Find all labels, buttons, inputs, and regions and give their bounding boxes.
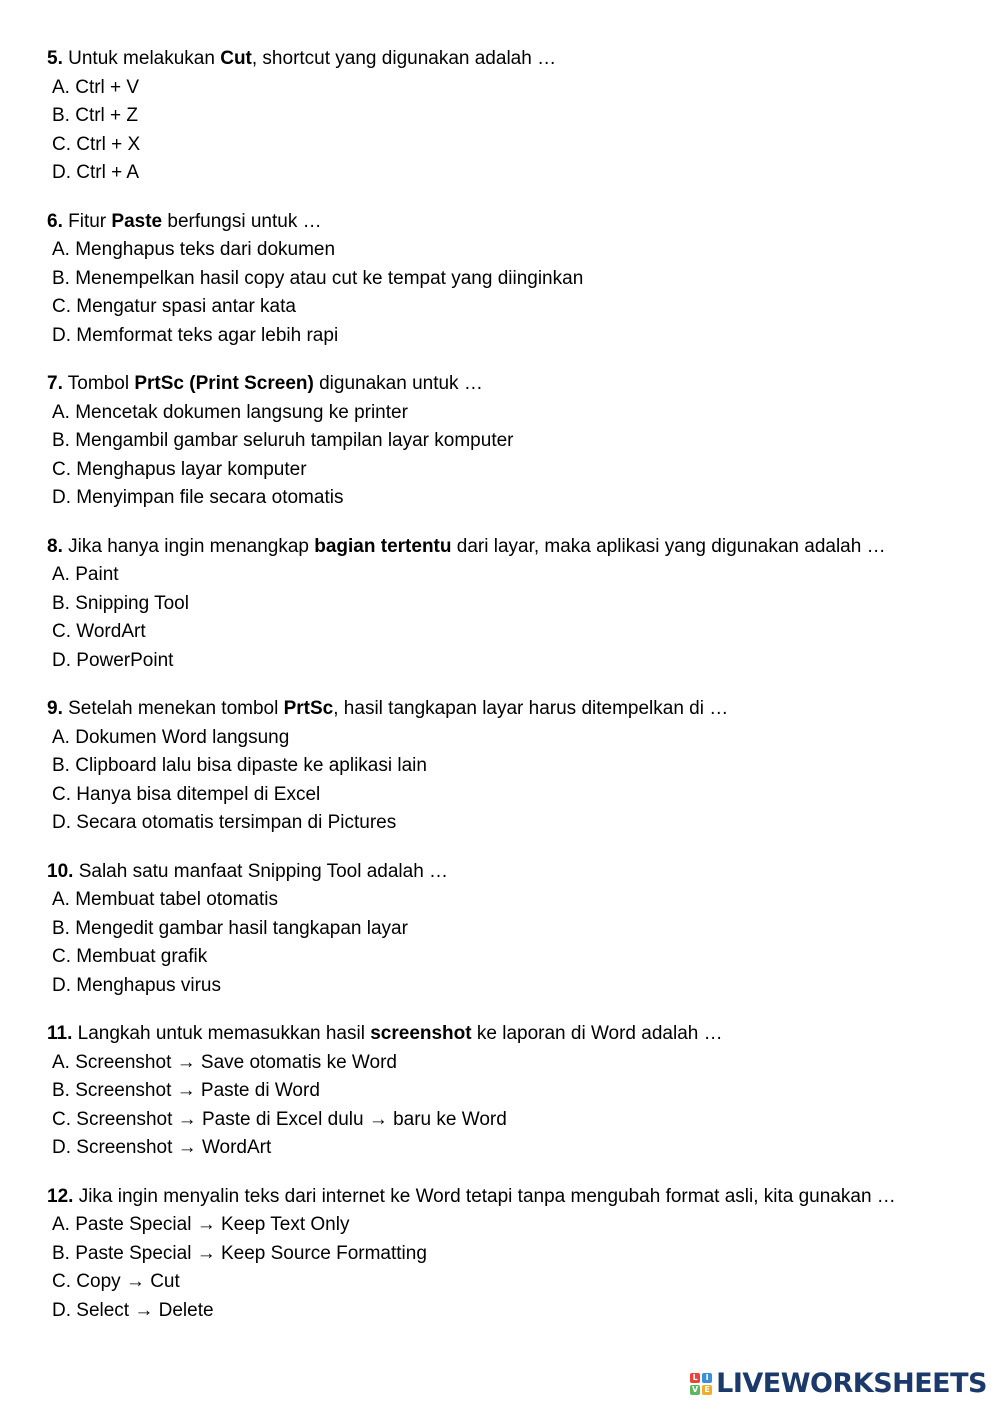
- answer-option-c[interactable]: C. Menghapus layar komputer: [52, 458, 307, 480]
- liveworksheets-logo: [690, 1369, 987, 1399]
- question-text: [47, 1020, 967, 1049]
- answer-option-b[interactable]: B. Mengambil gambar seluruh tampilan layar komputer: [52, 430, 514, 451]
- question-text: [47, 1183, 967, 1212]
- answer-option-c[interactable]: C. WordArt: [52, 621, 146, 642]
- question-text: [47, 533, 967, 562]
- question-text-start: Salah satu manfaat Snipping Tool adalah …: [73, 860, 449, 882]
- answer-option-d[interactable]: D. Secara otomatis tersimpan di Pictures: [52, 812, 397, 833]
- question-number: 6.: [47, 210, 63, 232]
- question-text: [47, 858, 967, 887]
- answer-option-a[interactable]: A. Dokumen Word langsung: [52, 726, 290, 748]
- question-9: [47, 695, 967, 838]
- answer-option-b[interactable]: B. Menempelkan hasil copy atau cut ke tempat yang diinginkan: [52, 267, 584, 289]
- question-number: 5.: [47, 48, 63, 69]
- answer-option-b[interactable]: B. Mengedit gambar hasil tangkapan layar: [52, 917, 408, 939]
- answer-option-a[interactable]: A. Ctrl + V: [52, 76, 140, 98]
- answer-option-c[interactable]: C. Membuat grafik: [52, 946, 208, 967]
- question-keyword: Cut: [220, 48, 252, 69]
- answer-option-a[interactable]: A. Membuat tabel otomatis: [52, 889, 278, 910]
- answer-option-a[interactable]: A. Menghapus teks dari dokumen: [52, 239, 336, 260]
- question-text: [47, 370, 967, 399]
- question-12: [47, 1183, 967, 1326]
- answer-option-b[interactable]: B. Ctrl + Z: [52, 105, 139, 126]
- question-text-end: dari layar, maka aplikasi yang digunakan adalah …: [451, 535, 886, 557]
- logo-mark-l: L: [690, 1373, 700, 1383]
- answer-option-c[interactable]: C. Ctrl + X: [52, 133, 141, 155]
- question-10: [47, 858, 967, 1001]
- logo-mark-v: V: [692, 1385, 699, 1394]
- question-keyword: screenshot: [370, 1023, 472, 1044]
- question-text-end: , shortcut yang digunakan adalah …: [251, 48, 557, 69]
- liveworksheets-logo-text: LIVEWORKSHEETS: [716, 1368, 987, 1399]
- answer-option-b[interactable]: B. Paste Special → Keep Source Formatting: [52, 1242, 427, 1264]
- logo-mark-i: I: [702, 1373, 712, 1383]
- question-text-start: Jika ingin menyalin teks dari internet ke Word tetapi tanpa mengubah format asli, kita gunakan …: [73, 1185, 896, 1207]
- question-text-start: Tombol: [62, 373, 135, 394]
- question-number: 11.: [47, 1023, 73, 1044]
- logo-mark-e: E: [702, 1385, 712, 1395]
- question-5: [47, 45, 967, 188]
- answer-option-d[interactable]: D. PowerPoint: [52, 649, 174, 671]
- answer-option-c[interactable]: C. Mengatur spasi antar kata: [52, 296, 296, 317]
- answer-option-d[interactable]: D. Ctrl + A: [52, 162, 140, 183]
- answer-option-a[interactable]: A. Screenshot → Save otomatis ke Word: [52, 1051, 397, 1073]
- question-number: 12.: [47, 1185, 74, 1207]
- question-text-start: Setelah menekan tombol: [62, 698, 284, 719]
- answer-option-a[interactable]: A. Paste Special → Keep Text Only: [52, 1214, 350, 1235]
- question-text-end: berfungsi untuk …: [162, 210, 322, 232]
- answer-option-d[interactable]: D. Memformat teks agar lebih rapi: [52, 324, 339, 346]
- question-text-start: Untuk melakukan: [62, 48, 221, 69]
- question-keyword: bagian tertentu: [314, 535, 452, 557]
- question-text-start: Langkah untuk memasukkan hasil: [72, 1023, 371, 1044]
- answer-option-a[interactable]: A. Paint: [52, 564, 119, 585]
- question-number: 10.: [47, 860, 74, 882]
- question-6: [47, 208, 967, 351]
- answer-option-d[interactable]: D. Menyimpan file secara otomatis: [52, 487, 344, 508]
- question-keyword: PrtSc (Print Screen): [134, 373, 314, 394]
- question-keyword: PrtSc: [283, 698, 334, 719]
- question-text: [47, 208, 967, 237]
- answer-option-d[interactable]: D. Menghapus virus: [52, 974, 221, 996]
- question-text-end: , hasil tangkapan layar harus ditempelkan di …: [333, 698, 729, 719]
- answer-option-b[interactable]: B. Snipping Tool: [52, 592, 189, 614]
- question-text-start: Fitur: [62, 210, 112, 232]
- question-number: 9.: [47, 698, 63, 719]
- question-number: 7.: [47, 373, 63, 394]
- question-text-start: Jika hanya ingin menangkap: [62, 535, 315, 557]
- answer-option-c[interactable]: C. Copy → Cut: [52, 1271, 180, 1292]
- question-11: [47, 1020, 967, 1163]
- question-text-end: digunakan untuk …: [313, 373, 483, 394]
- answer-option-c[interactable]: C. Hanya bisa ditempel di Excel: [52, 783, 321, 805]
- question-number: 8.: [47, 535, 63, 557]
- answer-option-d[interactable]: D. Select → Delete: [52, 1299, 214, 1321]
- answer-option-b[interactable]: B. Clipboard lalu bisa dipaste ke aplikasi lain: [52, 755, 427, 776]
- question-text: [47, 695, 967, 724]
- question-text: [47, 45, 967, 74]
- liveworksheets-logo-mark: [690, 1373, 712, 1395]
- question-text-end: ke laporan di Word adalah …: [471, 1023, 723, 1044]
- answer-option-d[interactable]: D. Screenshot → WordArt: [52, 1137, 272, 1158]
- question-7: [47, 370, 967, 513]
- question-keyword: Paste: [111, 210, 163, 232]
- answer-option-c[interactable]: C. Screenshot → Paste di Excel dulu → baru ke Word: [52, 1108, 507, 1130]
- answer-option-a[interactable]: A. Mencetak dokumen langsung ke printer: [52, 401, 408, 423]
- worksheet-page: [47, 45, 967, 1345]
- answer-option-b[interactable]: B. Screenshot → Paste di Word: [52, 1080, 320, 1101]
- question-8: [47, 533, 967, 676]
